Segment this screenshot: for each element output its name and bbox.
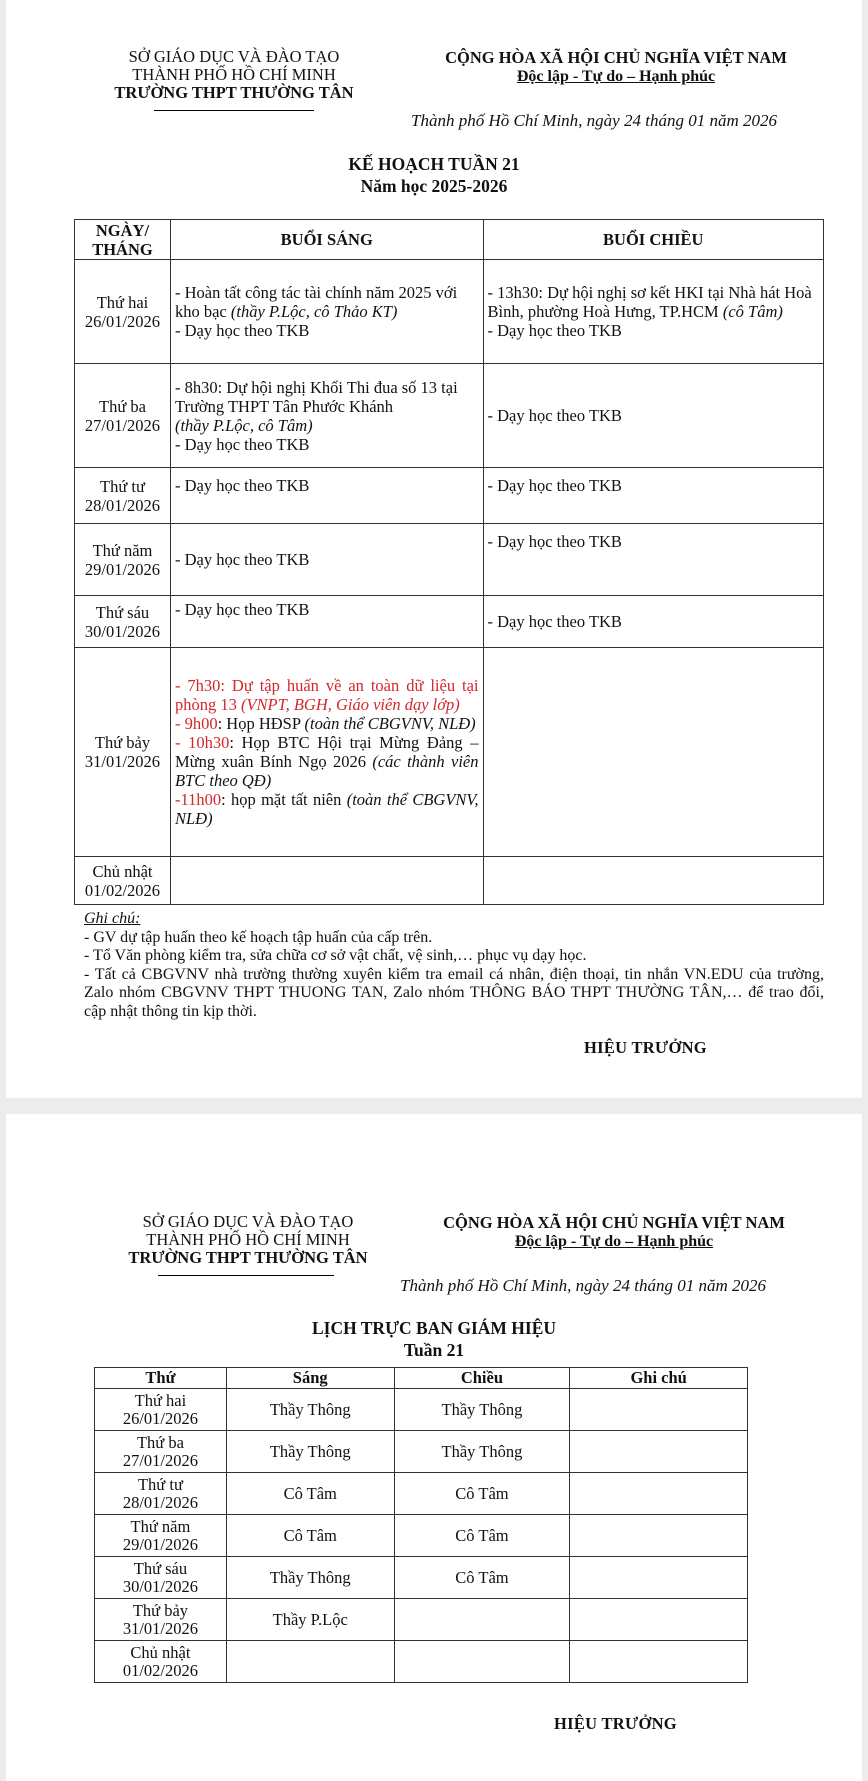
col-morning: Sáng <box>226 1368 394 1389</box>
national-motto: Độc lập - Tự do – Hạnh phúc <box>514 1233 714 1250</box>
dateline: Thành phố Hồ Chí Minh, ngày 24 tháng 01 năm 2026 <box>400 1276 766 1295</box>
day-cell: Thứ năm 29/01/2026 <box>75 524 171 596</box>
day-cell: Thứ hai 26/01/2026 <box>75 260 171 364</box>
note-item: - Tổ Văn phòng kiểm tra, sửa chữa cơ sở vật chất, vệ sinh,… phục vụ dạy học. <box>84 947 587 964</box>
duty-subtitle: Tuần 21 <box>403 1340 465 1360</box>
note-cell <box>570 1641 748 1683</box>
school-name: TRƯỜNG THPT THƯỜNG TÂN <box>128 1248 368 1267</box>
afternoon-cell: - Dạy học theo TKB <box>483 468 824 524</box>
notes-section <box>84 910 824 1021</box>
morning-cell: Cô Tâm <box>226 1515 394 1557</box>
morning-cell: - Dạy học theo TKB <box>170 524 483 596</box>
afternoon-cell <box>394 1599 570 1641</box>
morning-cell: Thầy Thông <box>226 1389 394 1431</box>
day-cell: Chủ nhật 01/02/2026 <box>95 1641 227 1683</box>
morning-cell: - Dạy học theo TKB <box>170 596 483 648</box>
duty-roster-table <box>94 1367 748 1683</box>
day-cell: Thứ ba 27/01/2026 <box>95 1431 227 1473</box>
day-cell: Thứ tư 28/01/2026 <box>95 1473 227 1515</box>
duty-title: LỊCH TRỰC BAN GIÁM HIỆU <box>311 1318 557 1338</box>
table-row <box>95 1473 748 1515</box>
republic-name: CỘNG HÒA XÃ HỘI CHỦ NGHĨA VIỆT NAM <box>443 1213 785 1232</box>
afternoon-cell: - 13h30: Dự hội nghị sơ kết HKI tại Nhà hát Hoà Bình, phường Hoà Hưng, TP.HCM (cô Tâm) - Dạy học theo TKB <box>483 260 824 364</box>
morning-cell: Thầy Thông <box>226 1431 394 1473</box>
table-header-row <box>95 1368 748 1389</box>
morning-cell: Cô Tâm <box>226 1473 394 1515</box>
national-header <box>404 1213 824 1251</box>
table-row <box>75 364 824 468</box>
day-cell: Thứ ba 27/01/2026 <box>75 364 171 468</box>
morning-cell: - 8h30: Dự hội nghị Khối Thi đua số 13 tại Trường THPT Tân Phước Khánh (thầy P.Lộc, cô Tâm) - Dạy học theo TKB <box>170 364 483 468</box>
note-cell <box>570 1473 748 1515</box>
morning-cell: - 7h30: Dự tập huấn về an toàn dữ liệu tại phòng 13 (VNPT, BGH, Giáo viên dạy lớp) - 9h00: Họp HĐSP (toàn thể CBGVNV, NLĐ) - 10h30: Họp BTC Hội trại Mừng Đảng – Mừng xuân Bính Ngọ 2026 (các thành viên BTC theo QĐ) -11h00: họp mặt tất niên (toàn thể CBGVNV, NLĐ) <box>170 648 483 857</box>
note-cell <box>570 1599 748 1641</box>
morning-cell <box>226 1641 394 1683</box>
table-row <box>95 1431 748 1473</box>
dateline: Thành phố Hồ Chí Minh, ngày 24 tháng 01 năm 2026 <box>411 111 777 130</box>
morning-cell: - Hoàn tất công tác tài chính năm 2025 với kho bạc (thầy P.Lộc, cô Thảo KT) - Dạy học theo TKB <box>170 260 483 364</box>
table-row <box>95 1599 748 1641</box>
table-row <box>75 596 824 648</box>
table-row <box>75 468 824 524</box>
school-name: TRƯỜNG THPT THƯỜNG TÂN <box>114 83 354 102</box>
national-header <box>406 48 826 86</box>
col-day: Thứ <box>95 1368 227 1389</box>
table-row <box>75 857 824 905</box>
afternoon-cell: - Dạy học theo TKB <box>483 596 824 648</box>
table-row <box>75 260 824 364</box>
day-cell: Thứ bảy 31/01/2026 <box>95 1599 227 1641</box>
day-cell: Thứ tư 28/01/2026 <box>75 468 171 524</box>
day-cell: Thứ năm 29/01/2026 <box>95 1515 227 1557</box>
morning-cell: Thầy Thông <box>226 1557 394 1599</box>
table-row <box>95 1389 748 1431</box>
table-row <box>75 648 824 857</box>
afternoon-cell: Cô Tâm <box>394 1557 570 1599</box>
afternoon-cell <box>483 857 824 905</box>
plan-title: KẾ HOẠCH TUẦN 21 <box>348 154 520 174</box>
agency-header <box>104 1213 392 1267</box>
col-note: Ghi chú <box>570 1368 748 1389</box>
afternoon-cell: - Dạy học theo TKB <box>483 524 824 596</box>
morning-cell: Thầy P.Lộc <box>226 1599 394 1641</box>
table-header-row <box>75 220 824 260</box>
col-afternoon: BUỔI CHIỀU <box>483 220 824 260</box>
plan-page <box>6 0 862 1098</box>
notes-label: Ghi chú: <box>84 910 141 927</box>
afternoon-cell <box>483 648 824 857</box>
afternoon-cell: Thầy Thông <box>394 1389 570 1431</box>
agency-header <box>90 48 378 102</box>
day-cell: Thứ sáu 30/01/2026 <box>75 596 171 648</box>
school-underline <box>158 1275 334 1276</box>
afternoon-cell: Cô Tâm <box>394 1515 570 1557</box>
day-cell: Thứ sáu 30/01/2026 <box>95 1557 227 1599</box>
principal-signature-label: HIỆU TRƯỞNG <box>584 1038 707 1057</box>
morning-cell: - Dạy học theo TKB <box>170 468 483 524</box>
note-cell <box>570 1557 748 1599</box>
city-name: THÀNH PHỐ HỒ CHÍ MINH <box>132 65 336 84</box>
note-cell <box>570 1515 748 1557</box>
note-cell <box>570 1389 748 1431</box>
plan-subtitle: Năm học 2025-2026 <box>360 176 508 196</box>
table-row <box>95 1641 748 1683</box>
col-afternoon: Chiều <box>394 1368 570 1389</box>
afternoon-cell: Thầy Thông <box>394 1431 570 1473</box>
school-underline <box>154 110 314 111</box>
national-motto: Độc lập - Tự do – Hạnh phúc <box>516 68 716 85</box>
city-name: THÀNH PHỐ HỒ CHÍ MINH <box>146 1230 350 1249</box>
table-row <box>95 1557 748 1599</box>
day-cell: Thứ hai 26/01/2026 <box>95 1389 227 1431</box>
table-row <box>75 524 824 596</box>
note-item: - Tất cả CBGVNV nhà trường thường xuyên kiểm tra email cá nhân, điện thoại, tin nhắn VN.EDU của trường, Zalo nhóm CBGVNV THPT THUONG TAN, Zalo nhóm THÔNG BÁO THPT THƯỜNG TÂN,… để trao đổi, cập nhật thông tin kịp thời. <box>84 965 824 1020</box>
day-cell: Thứ bảy 31/01/2026 <box>75 648 171 857</box>
note-item: - GV dự tập huấn theo kế hoạch tập huấn của cấp trên. <box>84 928 433 946</box>
note-cell <box>570 1431 748 1473</box>
republic-name: CỘNG HÒA XÃ HỘI CHỦ NGHĨA VIỆT NAM <box>445 48 787 67</box>
dept-name: SỞ GIÁO DỤC VÀ ĐÀO TẠO <box>128 47 340 66</box>
table-row <box>95 1515 748 1557</box>
afternoon-cell: Cô Tâm <box>394 1473 570 1515</box>
principal-signature-label: HIỆU TRƯỞNG <box>554 1714 677 1733</box>
col-morning: BUỔI SÁNG <box>170 220 483 260</box>
dept-name: SỞ GIÁO DỤC VÀ ĐÀO TẠO <box>142 1212 354 1231</box>
morning-cell <box>170 857 483 905</box>
weekly-plan-table <box>74 219 824 905</box>
afternoon-cell <box>394 1641 570 1683</box>
col-date: NGÀY/ THÁNG <box>75 220 171 260</box>
day-cell: Chủ nhật 01/02/2026 <box>75 857 171 905</box>
duty-page <box>6 1114 862 1781</box>
afternoon-cell: - Dạy học theo TKB <box>483 364 824 468</box>
